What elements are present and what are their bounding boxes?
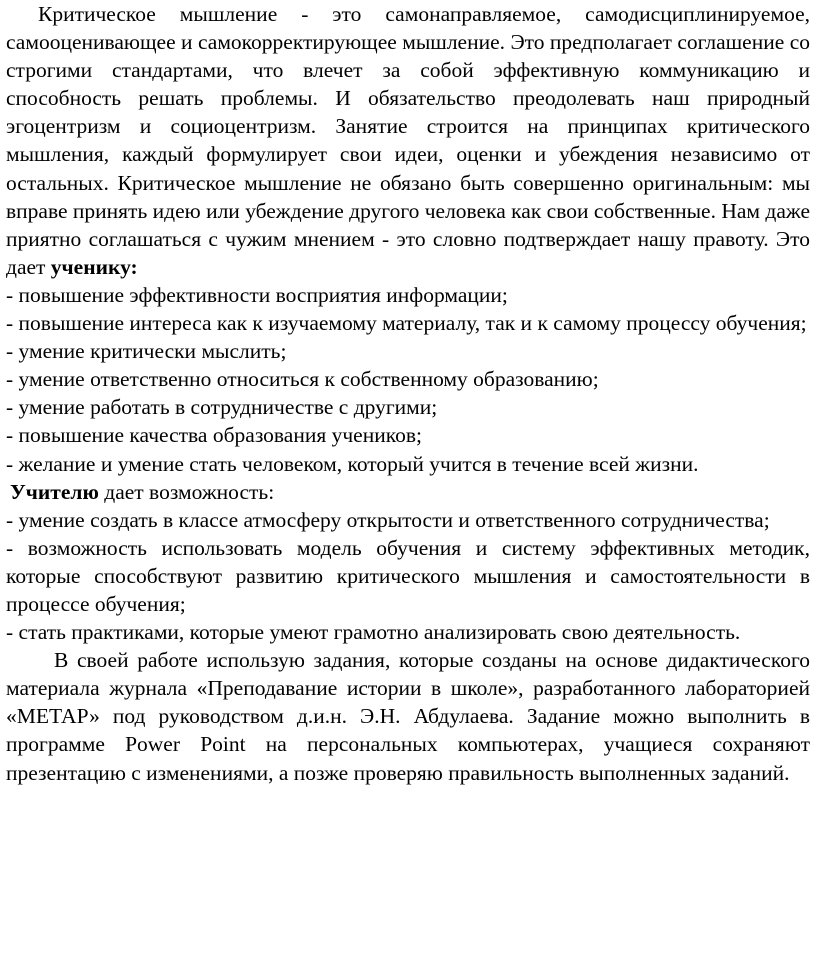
teacher-benefit-item: - умение создать в классе атмосферу открытости и ответственного сотрудничества; xyxy=(6,507,770,532)
teacher-benefit-item: - стать практиками, которые умеют грамотно анализировать свою деятельность. xyxy=(6,620,741,645)
intro-paragraph xyxy=(6,0,810,281)
student-benefit-item: - желание и умение стать человеком, который учится в течение всей жизни. xyxy=(6,451,699,476)
student-benefit-item: - умение критически мыслить; xyxy=(6,339,287,364)
student-label: ученику: xyxy=(50,254,138,279)
teacher-intro-line xyxy=(6,478,810,506)
teacher-benefit-item: - возможность использовать модель обучения и систему эффективных методик, которые способствуют развитию критического мышления и самостоятельности в процессе обучения; xyxy=(6,535,810,616)
student-benefit-item: - повышение интереса как к изучаемому материалу, так и к самому процессу обучения; xyxy=(6,311,807,336)
intro-text: Критическое мышление - это самонаправляемое, самодисциплинируемое, самооценивающее и самокорректирующее мышление. Это предполагает соглашение со строгими стандартами, что влечет за собой эффективную коммуникацию и способность решать проблемы. И обязательство преодолевать наш природный эгоцентризм и социоцентризм. Занятие строится на принципах критического мышления, каждый формулирует свои идеи, оценки и убеждения независимо от остальных. Критическое мышление не обязано быть совершенно оригинальным: мы вправе принять идею или убеждение другого человека как свои собственные. Нам даже приятно соглашаться с чужим мнением - это словно подтверждает нашу правоту. Это дает xyxy=(6,2,810,279)
student-benefit-item: - повышение качества образования учеников; xyxy=(6,423,422,448)
teacher-intro-text: дает возможность: xyxy=(98,479,275,504)
teacher-label: Учителю xyxy=(10,479,99,504)
closing-paragraph: В своей работе использую задания, которые созданы на основе дидактического материала журнала «Преподавание истории в школе», разработанного лабораторией «МЕТАР» под руководством д.и.н. Э.Н. Абдулаева. Задание можно выполнить в программе Power Point на персональных компьютерах, учащиеся сохраняют презентацию с изменениями, а позже проверяю правильность выполненных заданий. xyxy=(6,648,810,785)
student-benefit-item: - умение работать в сотрудничестве с другими; xyxy=(6,395,438,420)
student-benefit-item: - умение ответственно относиться к собственному образованию; xyxy=(6,367,599,392)
student-benefit-item: - повышение эффективности восприятия информации; xyxy=(6,282,508,307)
